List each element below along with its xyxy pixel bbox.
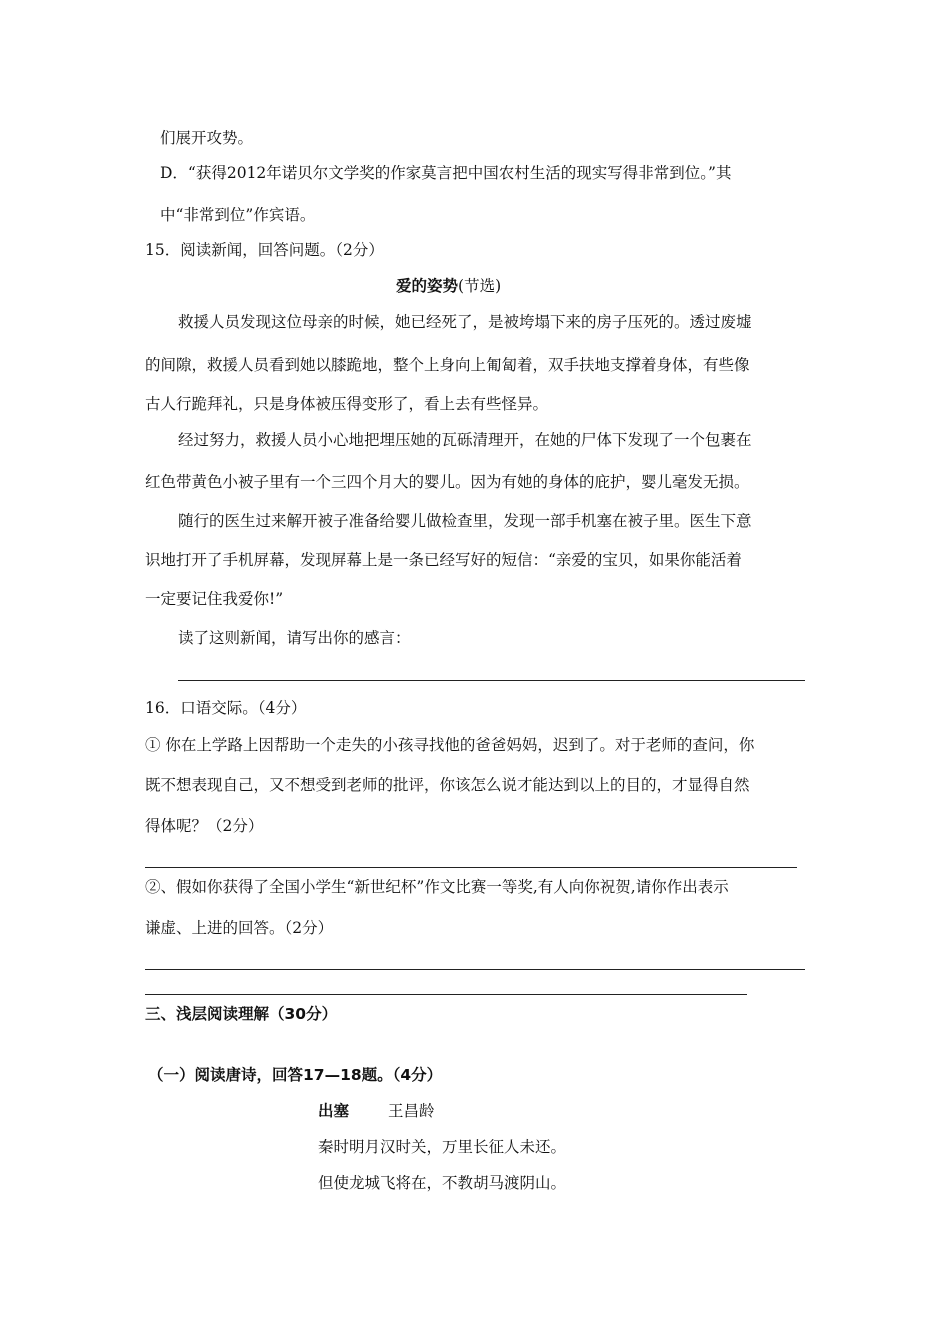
paragraph-3-line-2: 识地打开了手机屏幕，发现屏幕上是一条已经写好的短信：“亲爱的宝贝，如果你能活着 bbox=[145, 551, 742, 569]
answer-line-16b-2[interactable] bbox=[145, 994, 747, 995]
paragraph-2-line-1: 经过努力，救援人员小心地把埋压她的瓦砾清理开，在她的尸体下发现了一个包裹在 bbox=[178, 431, 752, 449]
paragraph-4: 读了这则新闻，请写出你的感言： bbox=[178, 629, 411, 647]
option-c-continuation: 们展开攻势。 bbox=[160, 129, 254, 147]
question-16a-line-1: ① 你在上学路上因帮助一个走失的小孩寻找他的爸爸妈妈，迟到了。对于老师的查问，你 bbox=[145, 736, 755, 754]
question-16: 16．口语交际。（4分） bbox=[145, 699, 307, 717]
question-16b-line-1: ②、假如你获得了全国小学生“新世纪杯”作文比赛一等奖,有人向你祝贺,请你作出表示 bbox=[145, 878, 729, 896]
paragraph-1-line-2: 的间隙，救援人员看到她以膝跪地，整个上身向上匍匐着，双手扶地支撑着身体，有些像 bbox=[145, 356, 750, 374]
question-16a-line-3: 得体呢？（2分） bbox=[145, 817, 264, 835]
paragraph-3-line-1: 随行的医生过来解开被子准备给婴儿做检查里，发现一部手机塞在被子里。医生下意 bbox=[178, 512, 752, 530]
question-16b-line-2: 谦虚、上进的回答。（2分） bbox=[145, 919, 334, 937]
story-title: 爱的姿势 bbox=[396, 277, 459, 295]
option-d-line-1: D．“获得2012年诺贝尔文学奖的作家莫言把中国农村生活的现实写得非常到位。”其 bbox=[160, 164, 732, 182]
story-heading bbox=[396, 276, 501, 296]
option-d-line-2: 中“非常到位”作宾语。 bbox=[160, 206, 316, 224]
paragraph-1-line-3: 古人行跪拜礼，只是身体被压得变形了，看上去有些怪异。 bbox=[145, 395, 549, 413]
question-15: 15．阅读新闻，回答问题。（2分） bbox=[145, 241, 384, 259]
answer-line-16b-1[interactable] bbox=[145, 969, 805, 970]
story-note: (节选) bbox=[458, 277, 502, 295]
paragraph-3-line-3: 一定要记住我爱你!” bbox=[145, 590, 284, 608]
question-16a-line-2: 既不想表现自己，又不想受到老师的批评，你该怎么说才能达到以上的目的，才显得自然 bbox=[145, 776, 750, 794]
section-3-heading: 三、浅层阅读理解（30分） bbox=[145, 1005, 338, 1023]
poem-title: 出塞 bbox=[318, 1102, 350, 1120]
answer-line-15[interactable] bbox=[178, 680, 805, 681]
poem-line-1: 秦时明月汉时关，万里长征人未还。 bbox=[318, 1138, 567, 1156]
answer-line-16a[interactable] bbox=[145, 867, 797, 868]
paragraph-1-line-1: 救援人员发现这位母亲的时候，她已经死了，是被垮塌下来的房子压死的。透过废墟 bbox=[178, 313, 752, 331]
paragraph-2-line-2: 红色带黄色小被子里有一个三四个月大的婴儿。因为有她的身体的庇护，婴儿毫发无损。 bbox=[145, 473, 750, 491]
poem-line-2: 但使龙城飞将在，不教胡马渡阴山。 bbox=[318, 1174, 567, 1192]
subsection-1-heading: （一）阅读唐诗，回答17—18题。（4分） bbox=[148, 1066, 443, 1084]
poem-author: 王昌龄 bbox=[388, 1102, 435, 1120]
